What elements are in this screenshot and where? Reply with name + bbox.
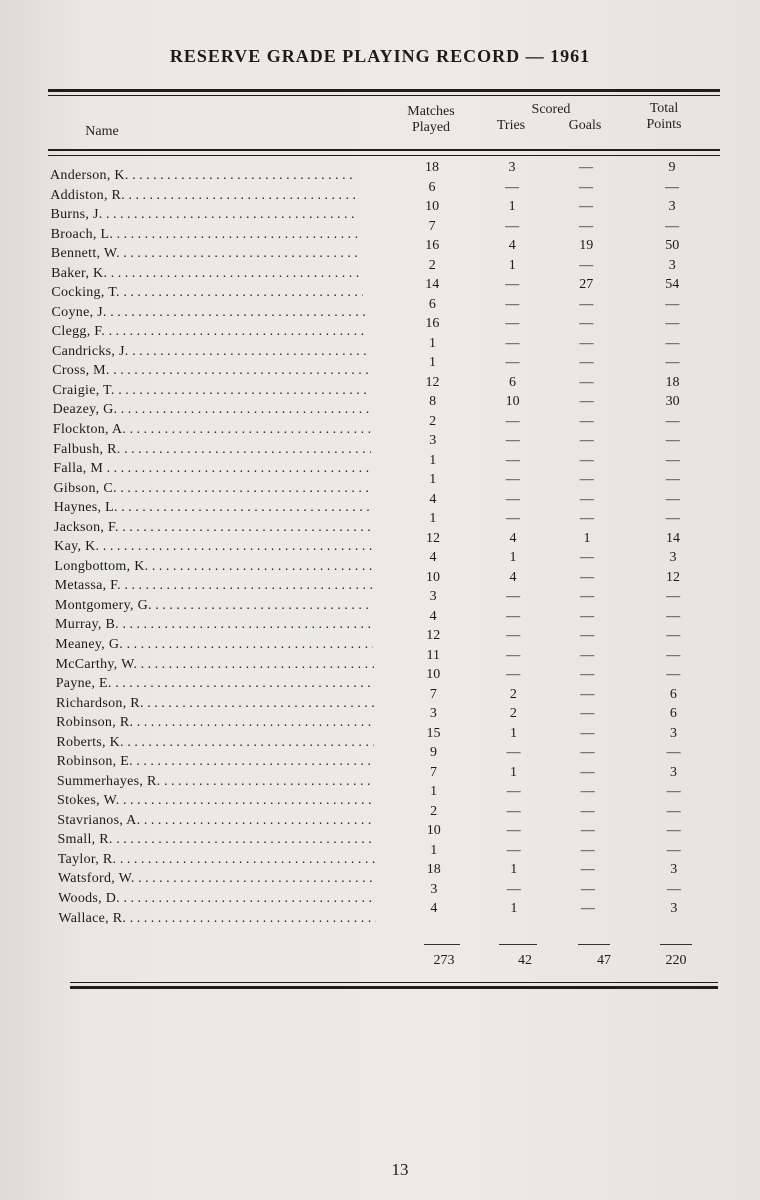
header-goals: Goals [568, 118, 602, 133]
matches-played-cell: 4 [429, 550, 437, 565]
goals-cell: — [580, 823, 595, 838]
player-name: Robinson, R. . . . [56, 715, 374, 731]
tries-cell: — [506, 589, 521, 604]
goals-cell: 1 [583, 530, 591, 546]
points-cell: — [665, 491, 680, 507]
points-cell: — [665, 433, 680, 448]
points-cell: 18 [665, 374, 680, 390]
matches-played-cell: 3 [429, 706, 437, 721]
tries-cell: — [506, 667, 521, 682]
tries-cell: — [505, 277, 520, 292]
points-cell: — [665, 218, 680, 234]
tries-cell: 4 [508, 238, 516, 253]
matches-played-cell: 10 [426, 823, 441, 838]
points-cell: 6 [669, 706, 677, 721]
points-cell: — [666, 628, 681, 643]
matches-played-cell: 7 [428, 218, 436, 234]
player-name: Broach, L. . . . [51, 227, 360, 243]
header-played: Played [411, 120, 451, 135]
player-name: Stavrianos, A. . . . [57, 813, 375, 829]
matches-played-cell: 12 [426, 628, 441, 643]
goals-cell: — [579, 433, 594, 448]
tries-cell: 1 [510, 901, 518, 916]
header-tries: Tries [496, 118, 526, 133]
goals-cell: — [580, 667, 595, 682]
matches-played-cell: 1 [429, 472, 437, 487]
tries-cell: — [506, 647, 521, 663]
goals-cell: — [580, 686, 595, 702]
tries-cell: 1 [509, 550, 517, 565]
tries-cell: — [505, 218, 520, 234]
tries-cell: 2 [509, 706, 517, 721]
tries-cell: — [505, 316, 520, 331]
player-name: Richardson, R. . . . [56, 696, 374, 712]
goals-cell: — [579, 374, 594, 390]
player-name: Watsford, W. . . . [58, 871, 376, 887]
tries-cell: — [505, 472, 520, 487]
player-name: Cocking, T. . . . [51, 285, 363, 301]
player-name: Montgomery, G. . . . [55, 598, 373, 614]
player-name: Addiston, R. . . . [50, 188, 357, 204]
points-cell: 9 [668, 160, 676, 175]
matches-played-cell: 12 [425, 530, 440, 546]
goals-cell: — [580, 901, 595, 916]
tries-cell: — [505, 355, 520, 370]
matches-played-cell: 10 [426, 667, 441, 682]
header-name: Name [85, 124, 119, 139]
header-rule-thin [48, 155, 720, 156]
points-cell: 6 [669, 686, 677, 702]
tries-cell: — [505, 335, 520, 351]
goals-cell: — [580, 745, 595, 760]
matches-played-cell: 8 [429, 394, 437, 409]
points-cell: 3 [669, 550, 677, 565]
tries-cell: 2 [509, 686, 517, 702]
goals-cell: — [580, 569, 595, 585]
matches-played-cell: 7 [430, 764, 438, 780]
played-total-rule [424, 944, 460, 945]
goals-cell: — [580, 803, 595, 819]
matches-played-cell: 10 [425, 199, 440, 214]
points-cell: 14 [665, 530, 680, 546]
points-cell: — [666, 823, 681, 838]
tries-cell: 1 [509, 725, 517, 741]
goals-cell: 19 [579, 238, 594, 253]
goals-cell: — [579, 199, 594, 214]
goals-cell: — [579, 296, 594, 312]
points-cell: — [666, 842, 681, 858]
player-name: Coyne, J. . . . [52, 305, 365, 321]
matches-played-cell: 4 [430, 901, 438, 916]
points-cell: 3 [669, 725, 677, 741]
tries-cell: 4 [509, 569, 517, 585]
points-cell: — [665, 511, 680, 526]
points-cell: — [666, 745, 681, 760]
points-cell: — [665, 316, 680, 331]
player-name: Baker, K. . . . [51, 266, 362, 282]
tries-cell: 10 [505, 394, 520, 409]
goals-cell: — [580, 725, 595, 741]
header-total: Total [649, 101, 679, 116]
total-tries: 42 [518, 953, 532, 968]
tries-cell: 3 [508, 160, 516, 175]
matches-played-cell: 15 [426, 725, 441, 741]
goals-cell: — [579, 218, 594, 234]
player-name: Craigie, T. . . . [52, 383, 369, 399]
tries-cell: — [505, 491, 520, 507]
tries-total-rule [499, 944, 537, 945]
tries-cell: — [506, 628, 521, 643]
player-name: Bennett, W. . . . [51, 246, 361, 262]
tries-cell: 1 [510, 764, 518, 780]
goals-cell: — [580, 589, 595, 604]
total-points: 220 [665, 953, 687, 968]
player-name: Falla, M . . . [53, 461, 371, 477]
points-cell: — [665, 355, 680, 370]
tries-cell: — [506, 842, 521, 858]
player-name: Jackson, F. . . . [54, 520, 372, 536]
goals-cell: — [579, 316, 594, 331]
tries-cell: 4 [509, 530, 517, 546]
goals-total-rule [578, 944, 610, 945]
tries-cell: — [506, 823, 521, 838]
player-name: Woods, D. . . . [58, 891, 376, 907]
page-number: 13 [391, 1160, 409, 1179]
tries-cell: — [506, 608, 521, 624]
player-name: Summerhayes, R. . . . [57, 774, 375, 790]
tries-cell: — [506, 881, 521, 897]
matches-played-cell: 1 [430, 842, 438, 858]
matches-played-cell: 3 [429, 589, 437, 604]
points-cell: — [666, 667, 681, 682]
goals-cell: — [579, 394, 594, 409]
points-cell: 3 [670, 862, 678, 877]
goals-cell: 27 [579, 277, 594, 292]
matches-played-cell: 2 [430, 803, 438, 819]
bottom-rule-thin [70, 982, 718, 983]
player-name: Cross, M. . . . [52, 363, 368, 379]
matches-played-cell: 9 [430, 745, 437, 760]
goals-cell: — [580, 881, 595, 897]
matches-played-cell: 16 [425, 238, 440, 253]
points-cell: 3 [668, 199, 676, 214]
goals-cell: — [580, 764, 595, 780]
header-scored: Scored [531, 102, 571, 117]
page-title: RESERVE GRADE PLAYING RECORD — 1961 [169, 46, 591, 66]
points-cell: 50 [665, 238, 680, 253]
matches-played-cell: 18 [425, 160, 439, 175]
points-cell: — [665, 179, 680, 195]
goals-cell: — [579, 355, 594, 370]
tries-cell: — [505, 511, 520, 526]
tries-cell: 1 [508, 199, 516, 214]
points-cell: — [666, 647, 681, 663]
player-name: Robinson, E. . . . [57, 754, 375, 770]
player-name: McCarthy, W. . . . [56, 657, 374, 673]
points-cell: 3 [668, 257, 676, 273]
points-cell: — [665, 296, 680, 312]
points-cell: 54 [665, 277, 680, 292]
matches-played-cell: 1 [428, 335, 436, 351]
matches-played-cell: 4 [429, 608, 437, 624]
tries-cell: — [506, 803, 521, 819]
player-name: Anderson, K. . . . [50, 168, 356, 184]
tries-cell: — [505, 413, 520, 429]
player-name: Meaney, G. . . . [55, 637, 373, 653]
player-name: Metassa, F. . . . [55, 578, 373, 594]
player-name: Longbottom, K. . . . [54, 559, 372, 575]
points-cell: — [665, 335, 680, 351]
points-cell: — [666, 881, 681, 897]
matches-played-cell: 10 [426, 569, 441, 585]
goals-cell: — [579, 335, 594, 351]
matches-played-cell: 18 [426, 862, 441, 877]
player-name: Wallace, R. . . . [58, 911, 376, 927]
matches-played-cell: 12 [425, 374, 440, 390]
tries-cell: — [505, 433, 520, 448]
bottom-rule-thick [70, 986, 718, 989]
matches-played-cell: 6 [428, 296, 436, 312]
goals-cell: — [580, 706, 595, 721]
total-played: 273 [433, 953, 455, 968]
points-cell: — [666, 784, 681, 799]
matches-played-cell: 2 [429, 413, 437, 429]
points-cell: — [666, 803, 681, 819]
tries-cell: — [505, 452, 520, 468]
tries-cell: 1 [510, 862, 518, 877]
matches-played-cell: 6 [428, 179, 436, 195]
tries-cell: 1 [508, 257, 516, 273]
goals-cell: — [579, 160, 593, 175]
player-name: Small, R. . . . [57, 832, 375, 848]
top-rule-thin [48, 95, 720, 96]
points-cell: 3 [670, 901, 678, 916]
matches-played-cell: 1 [429, 452, 437, 468]
player-name: Gibson, C. . . . [54, 481, 372, 497]
goals-cell: — [579, 452, 594, 468]
player-name: Deazey, G. . . . [53, 402, 371, 418]
goals-cell: — [579, 511, 594, 526]
matches-played-cell: 14 [425, 277, 440, 292]
points-cell: — [665, 472, 680, 487]
player-name: Taylor, R. . . . [58, 852, 376, 868]
matches-played-cell: 2 [428, 257, 436, 273]
player-name: Haynes, L. . . . [54, 500, 372, 516]
header-matches: Matches [407, 104, 455, 119]
points-total-rule [660, 944, 692, 945]
tries-cell: — [505, 296, 520, 312]
goals-cell: — [579, 179, 594, 195]
goals-cell: — [579, 472, 594, 487]
tries-cell: 6 [509, 374, 517, 390]
points-cell: — [666, 589, 681, 604]
matches-played-cell: 16 [425, 316, 440, 331]
goals-cell: — [580, 647, 595, 663]
points-cell: 3 [670, 764, 678, 780]
player-name: Candricks, J. . . . [52, 344, 367, 360]
header-rule-thick [48, 149, 720, 151]
player-name: Murray, B. . . . [55, 617, 373, 633]
points-cell: — [666, 608, 681, 624]
tries-cell: — [506, 745, 521, 760]
matches-played-cell: 11 [426, 647, 440, 663]
top-rule-thick [48, 89, 720, 92]
goals-cell: — [580, 862, 595, 877]
tries-cell: — [506, 784, 521, 799]
player-name: Falbush, R. . . . [53, 442, 371, 458]
points-cell: — [665, 413, 680, 429]
points-cell: 30 [665, 394, 680, 409]
header-points: Points [646, 117, 682, 132]
matches-played-cell: 1 [429, 355, 436, 370]
goals-cell: — [580, 628, 595, 643]
points-cell: 12 [666, 569, 681, 585]
tries-cell: — [505, 179, 520, 195]
player-name: Stokes, W. . . . [57, 793, 375, 809]
player-name: Roberts, K. . . . [56, 735, 374, 751]
player-name: Payne, E. . . . [56, 676, 374, 692]
goals-cell: — [580, 550, 594, 565]
matches-played-cell: 1 [430, 784, 438, 799]
player-name: Burns, J. . . . [50, 207, 358, 223]
goals-cell: — [580, 842, 595, 858]
total-goals: 47 [597, 953, 611, 968]
matches-played-cell: 4 [429, 491, 437, 507]
matches-played-cell: 1 [429, 511, 437, 526]
matches-played-cell: 7 [429, 686, 437, 702]
player-name: Kay, K. . . . [54, 539, 372, 555]
goals-cell: — [579, 257, 594, 273]
player-name: Clegg, F. . . . [52, 324, 366, 340]
matches-played-cell: 3 [430, 881, 438, 897]
goals-cell: — [579, 413, 594, 429]
points-cell: — [665, 452, 680, 468]
player-name: Flockton, A. . . . [53, 422, 371, 438]
matches-played-cell: 3 [429, 433, 437, 448]
goals-cell: — [579, 491, 594, 507]
goals-cell: — [580, 608, 595, 624]
goals-cell: — [580, 784, 595, 799]
